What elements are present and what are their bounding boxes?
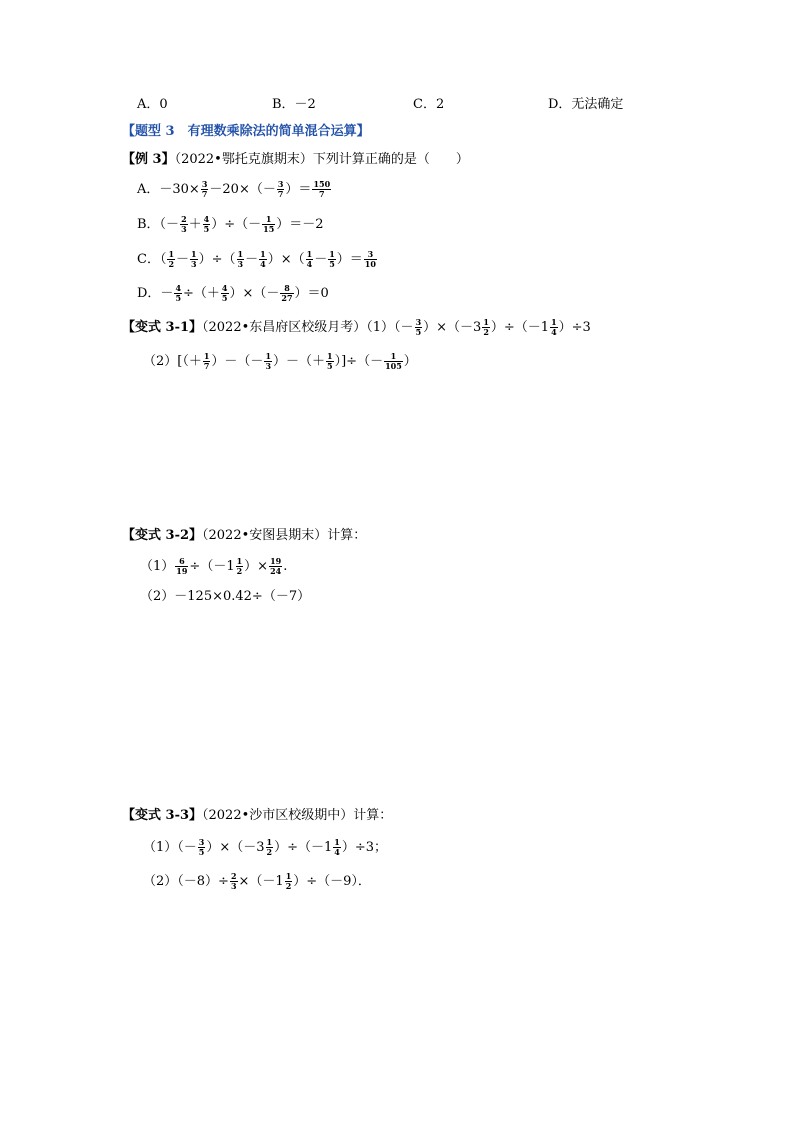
- fraction: $\frac{6}{19}$: [176, 556, 188, 576]
- example-3-option-a: [137, 180, 332, 200]
- fraction: $\frac{1}{3}$: [265, 351, 272, 371]
- fraction: $\frac{150}{7}$: [313, 179, 331, 199]
- variant-label: 【变式 3-3】: [122, 808, 203, 823]
- option-c: C．2: [413, 97, 445, 112]
- option-b: B．－2: [272, 97, 316, 112]
- fraction: $\frac{4}{5}$: [175, 283, 182, 303]
- text: ）×（－3: [423, 320, 482, 335]
- text: －20×（－: [209, 182, 276, 197]
- example-source: （2022•鄂托克旗期末）下列计算正确的是（ ）: [174, 152, 469, 167]
- variant-label: 【变式 3-2】: [122, 528, 203, 543]
- fraction: $\frac{1}{2}$: [483, 317, 489, 337]
- text: .: [283, 559, 288, 574]
- fraction: $\frac{1}{5}$: [329, 249, 335, 269]
- text: ）÷（: [198, 252, 236, 267]
- text: ）÷（－9）．: [293, 874, 371, 889]
- text: ＋: [188, 217, 202, 232]
- text: ）＝: [336, 252, 363, 267]
- text: （1）: [140, 559, 175, 574]
- text: ）÷（－1: [274, 840, 333, 855]
- text: ）]÷（－: [334, 354, 384, 369]
- fraction: $\frac{1}{4}$: [260, 249, 266, 269]
- text: ）×: [244, 559, 269, 574]
- fraction: $\frac{1}{2}$: [285, 871, 292, 891]
- text: ）÷3: [558, 320, 591, 335]
- text: ÷（－1: [189, 559, 235, 574]
- text: ）＝: [285, 182, 312, 197]
- fraction: $\frac{1}{4}$: [306, 249, 313, 269]
- example-label: 【例 3】: [122, 152, 175, 167]
- fraction: $\frac{1}{5}$: [327, 351, 333, 371]
- variant-source: （2022•安图县期末）计算：: [202, 528, 367, 543]
- fraction: $\frac{1}{2}$: [266, 837, 273, 857]
- variant-3-1: [122, 318, 591, 338]
- fraction: $\frac{3}{10}$: [364, 249, 376, 269]
- fraction: $\frac{1}{2}$: [168, 249, 175, 269]
- fraction: $\frac{1}{7}$: [203, 351, 210, 371]
- variant-3-3-question-1: [143, 838, 387, 858]
- text: A．－30×: [137, 182, 200, 197]
- fraction: $\frac{1}{4}$: [334, 837, 340, 857]
- text: ）×（－3: [206, 840, 265, 855]
- fraction: $\frac{3}{5}$: [198, 837, 205, 857]
- text: ）＝－2: [276, 217, 324, 232]
- text: －: [314, 252, 328, 267]
- text: ÷（＋: [183, 286, 220, 301]
- text: －: [176, 252, 190, 267]
- text: ）: [403, 354, 417, 369]
- fraction: $\frac{4}{5}$: [221, 283, 228, 303]
- variant-source: （2022•东昌府区校级月考）: [202, 320, 367, 335]
- fraction: $\frac{8}{27}$: [281, 283, 293, 303]
- text: ）÷3；: [341, 840, 388, 855]
- text: D．－: [137, 286, 174, 301]
- fraction: $\frac{1}{15}$: [263, 214, 275, 234]
- text: （2）（－8）÷: [143, 874, 229, 889]
- example-3-option-c: [137, 250, 378, 270]
- variant-3-1-question-2: [143, 352, 417, 372]
- text: ）－（＋: [273, 354, 326, 369]
- fraction: $\frac{19}{24}$: [270, 556, 282, 576]
- text: （2）[（＋: [143, 354, 202, 369]
- text: ）÷（－: [211, 217, 262, 232]
- example-3-header: [122, 150, 469, 170]
- fraction: $\frac{3}{7}$: [277, 179, 284, 199]
- text: ）×（－: [229, 286, 280, 301]
- text: ）＝0: [294, 286, 329, 301]
- variant-3-2: [122, 526, 366, 546]
- fraction: $\frac{4}{5}$: [203, 214, 210, 234]
- text: ）－（－: [211, 354, 264, 369]
- text: （1）（－: [143, 840, 197, 855]
- fraction: $\frac{1}{4}$: [551, 317, 557, 337]
- example-3-option-b: [137, 215, 324, 235]
- text: B．（－: [137, 217, 180, 232]
- section-title: 【题型 3 有理数乘除法的简单混合运算】: [122, 124, 370, 139]
- fraction: $\frac{1}{3}$: [237, 249, 244, 269]
- fraction: $\frac{1}{3}$: [191, 249, 197, 269]
- fraction: $\frac{3}{7}$: [201, 179, 208, 199]
- variant-3-3: [122, 806, 392, 826]
- variant-3-2-question-2: （2）－125×0.42÷（－7）: [140, 589, 311, 604]
- fraction: $\frac{1}{105}$: [385, 351, 402, 371]
- fraction: $\frac{3}{5}$: [415, 317, 422, 337]
- option-a: A．0: [137, 97, 168, 112]
- variant-3-2-question-1: [140, 557, 287, 577]
- variant-3-3-question-2: [143, 872, 371, 892]
- option-d: D．无法确定: [548, 97, 624, 112]
- text: ）×（: [267, 252, 305, 267]
- text: －: [245, 252, 259, 267]
- variant-source: （2022•沙市区校级期中）计算：: [202, 808, 393, 823]
- text: C．（: [137, 252, 167, 267]
- text: ×（－1: [238, 874, 284, 889]
- example-3-option-d: [137, 284, 329, 304]
- text: （1）（－: [366, 320, 414, 335]
- fraction: $\frac{2}{3}$: [181, 214, 187, 234]
- text: ）÷（－1: [490, 320, 550, 335]
- fraction: $\frac{1}{2}$: [236, 556, 243, 576]
- fraction: $\frac{2}{3}$: [230, 871, 237, 891]
- variant-label: 【变式 3-1】: [122, 320, 203, 335]
